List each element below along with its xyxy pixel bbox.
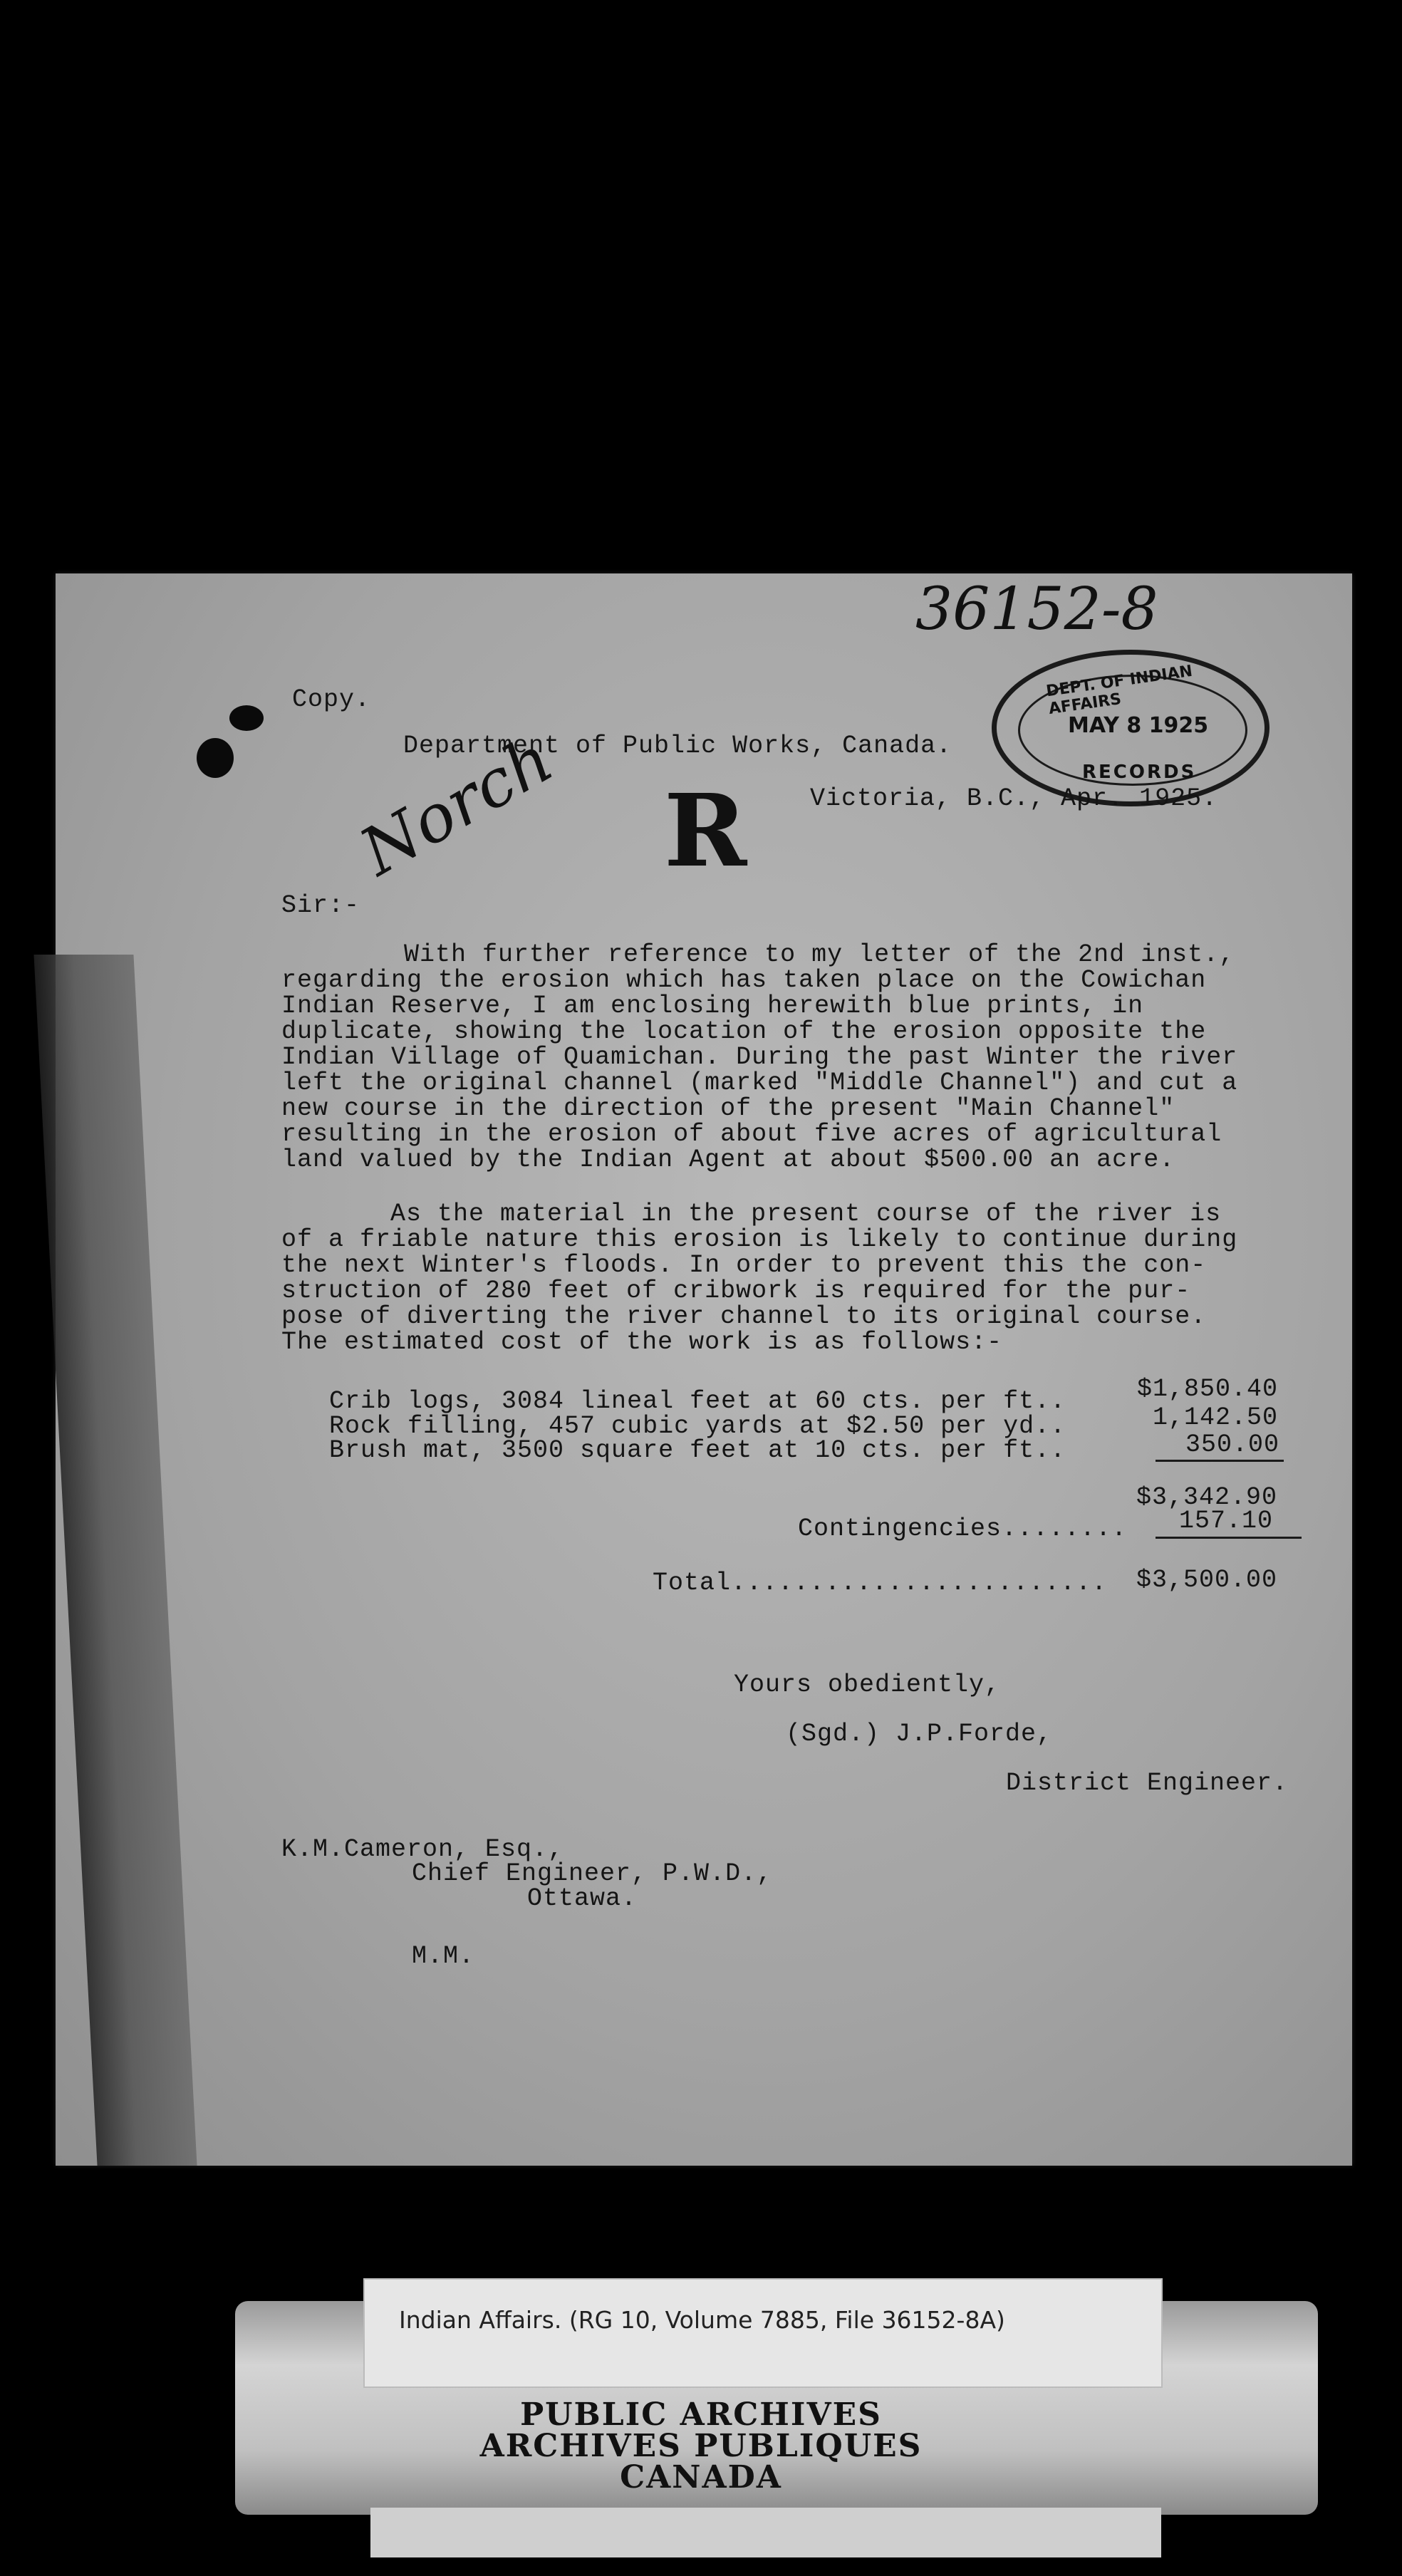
initials: M.M. — [412, 1942, 475, 1970]
cost-item-amount: 1,142.50 — [1153, 1403, 1279, 1432]
ink-blot — [229, 705, 264, 731]
paragraph-line: struction of 280 feet of cribwork is required for the pur- — [281, 1277, 1191, 1305]
total-amount: $3,500.00 — [1136, 1566, 1278, 1594]
paragraph-line: The estimated cost of the work is as follows:- — [281, 1328, 1003, 1356]
archive-frame-bottom — [370, 2508, 1161, 2557]
addressee-line: Ottawa. — [527, 1884, 638, 1913]
handwritten-scrawl: Norch — [348, 720, 566, 890]
paragraph-line: duplicate, showing the location of the erosion opposite the — [281, 1017, 1207, 1046]
signer-title: District Engineer. — [1006, 1769, 1289, 1797]
file-number-handwritten: 36152-8 — [915, 576, 1158, 643]
paragraph-line: Indian Reserve, I am enclosing herewith blue prints, in — [281, 992, 1144, 1020]
signature: (Sgd.) J.P.Forde, — [786, 1720, 1053, 1748]
addressee-line: K.M.Cameron, Esq., — [281, 1835, 564, 1864]
received-stamp: DEPT. OF INDIAN AFFAIRS MAY 8 1925 RECORDS — [992, 650, 1269, 806]
cost-item-desc: Rock filling, 457 cubic yards at $2.50 per yd.. — [329, 1412, 1066, 1440]
closing: Yours obediently, — [734, 1671, 1001, 1699]
paragraph-line: Indian Village of Quamichan. During the past Winter the river — [281, 1043, 1238, 1071]
paragraph-line: resulting in the erosion of about five acres of agricultural — [281, 1120, 1222, 1148]
addressee-line: Chief Engineer, P.W.D., — [412, 1859, 773, 1888]
underline — [1156, 1537, 1302, 1539]
salutation: Sir:- — [281, 891, 360, 920]
cost-item-amount: $1,850.40 — [1137, 1375, 1279, 1403]
paragraph-line: regarding the erosion which has taken place on the Cowichan — [281, 966, 1207, 994]
stamp-letter: R — [664, 773, 747, 890]
archive-name-french: ARCHIVES PUBLIQUES — [479, 2428, 923, 2464]
contingencies-amount: 157.10 — [1179, 1507, 1274, 1535]
archive-reference: Indian Affairs. (RG 10, Volume 7885, File 36152-8A) — [399, 2306, 1005, 2334]
place-date: Victoria, B.C., Apr. 1925. — [810, 784, 1218, 813]
department-heading: Department of Public Works, Canada. — [403, 732, 952, 760]
cost-item-desc: Brush mat, 3500 square feet at 10 cts. per ft.. — [329, 1436, 1066, 1465]
cost-item-amount: 350.00 — [1185, 1430, 1280, 1459]
paragraph-line: of a friable nature this erosion is likely to continue during — [281, 1225, 1238, 1254]
cost-item-desc: Crib logs, 3084 lineal feet at 60 cts. per ft.. — [329, 1387, 1066, 1416]
ink-blot — [197, 738, 234, 778]
paragraph-line: the next Winter's floods. In order to prevent this the con- — [281, 1251, 1207, 1279]
paragraph-line: As the material in the present course of the river is — [390, 1200, 1222, 1228]
paragraph-line: With further reference to my letter of the 2nd inst., — [404, 940, 1235, 969]
archive-name-english: PUBLIC ARCHIVES — [520, 2396, 882, 2433]
contingencies-label: Contingencies........ — [798, 1515, 1128, 1543]
subtotal: $3,342.90 — [1136, 1483, 1278, 1512]
copy-label: Copy. — [292, 685, 371, 714]
paragraph-line: new course in the direction of the present "Main Channel" — [281, 1094, 1175, 1123]
archive-country: CANADA — [620, 2459, 782, 2496]
underline — [1156, 1460, 1284, 1462]
total-label: Total........................ — [653, 1569, 1108, 1597]
paragraph-line: left the original channel (marked "Middle Channel") and cut a — [281, 1069, 1238, 1097]
paragraph-line: pose of diverting the river channel to its original course. — [281, 1302, 1207, 1331]
paragraph-line: land valued by the Indian Agent at about $500.00 an acre. — [281, 1146, 1175, 1174]
